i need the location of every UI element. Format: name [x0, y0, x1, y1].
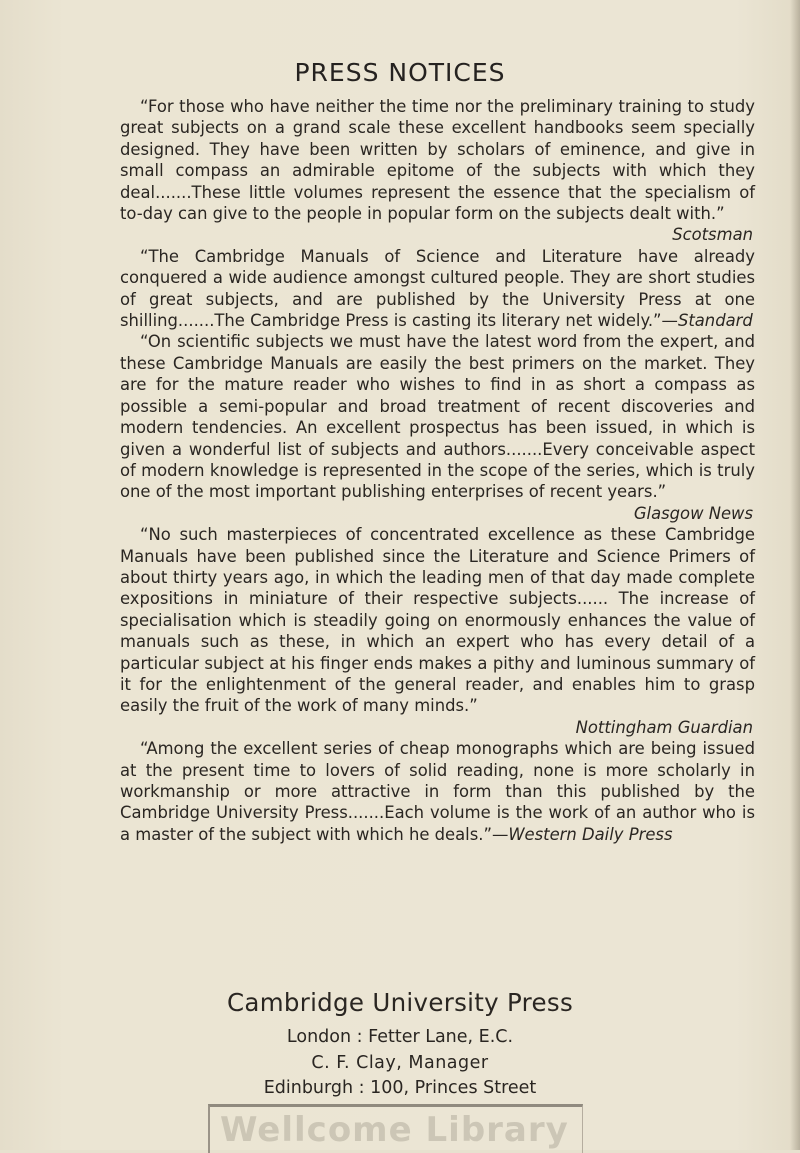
notice-quote: “Among the excellent series of cheap monographs which are being issued at the present time to lovers of solid reading, none is more scholarly in workmanship or more attractive in form than this published by the Cambridge University Press.......Each volume is the work of an author who is a master of the subject with which he deals.”—: [120, 739, 755, 844]
page-edge-shadow: [790, 0, 800, 1150]
press-notices-body: [120, 96, 755, 845]
notice-source: Western Daily Press: [508, 824, 673, 844]
publisher-edinburgh-address: Edinburgh : 100, Princes Street: [263, 1078, 537, 1098]
notice-standard: [120, 246, 755, 332]
notice-source: Standard: [677, 311, 753, 331]
page-title: PRESS NOTICES: [294, 58, 506, 87]
notice-quote: “For those who have neither the time nor the preliminary training to study great subjects on a grand scale these excellent handbooks seem specially designed. They have been written by scholars of eminence, and give in small compass an admirable epitome of the subjects with which they deal.......These little volumes represent the essence that the specialism of to-day can give to the people in popular form on the subjects dealt with.”: [120, 97, 755, 224]
notice-nottingham-guardian: [120, 524, 755, 717]
library-stamp: [208, 1104, 583, 1153]
notice-quote: “The Cambridge Manuals of Science and Literature have already conquered a wide audience amongst cultured people. They are short studies of great subjects, and are published by the University Press at one shilling.......The Cambridge Press is casting its literary net widely.”—: [120, 246, 755, 331]
notice-source: Glasgow News: [633, 503, 753, 523]
notice-quote: “No such masterpieces of concentrated excellence as these Cambridge Manuals have been published since the Literature and Science Primers of about thirty years ago, in which the leading men of that day made complete expositions in miniature of their respective subjects...... The increase of specialisation which is steadily going on enormously enhances the value of manuals such as these, in which an expert who has every detail of a particular subject at his finger ends makes a pithy and luminous summary of it for the enlightenment of the general reader, and enables him to grasp easily the fruit of the work of many minds.”: [120, 525, 755, 716]
publisher-name: Cambridge University Press: [226, 988, 574, 1017]
publisher-manager: C. F. Clay, Manager: [311, 1053, 489, 1073]
library-stamp-text: Wellcome Library: [220, 1110, 569, 1150]
notice-western-daily-press: [120, 738, 755, 845]
notice-source: Nottingham Guardian: [575, 717, 753, 737]
notice-glasgow-news: [120, 331, 755, 502]
notice-quote: “On scientific subjects we must have the latest word from the expert, and these Cambridge Manuals are easily the best primers on the market. They are for the mature reader who wishes to find in as short a compass as possible a semi-popular and broad treatment of recent discoveries and modern tendencies. An excellent prospectus has been issued, in which is given a wonderful list of subjects and authors.......Every conceivable aspect of modern knowledge is represented in the scope of the series, which is truly one of the most important publishing enterprises of recent years.”: [120, 332, 755, 502]
notice-source: Scotsman: [672, 225, 753, 245]
publisher-london-address: London : Fetter Lane, E.C.: [286, 1027, 514, 1047]
notice-scotsman: [120, 96, 755, 224]
